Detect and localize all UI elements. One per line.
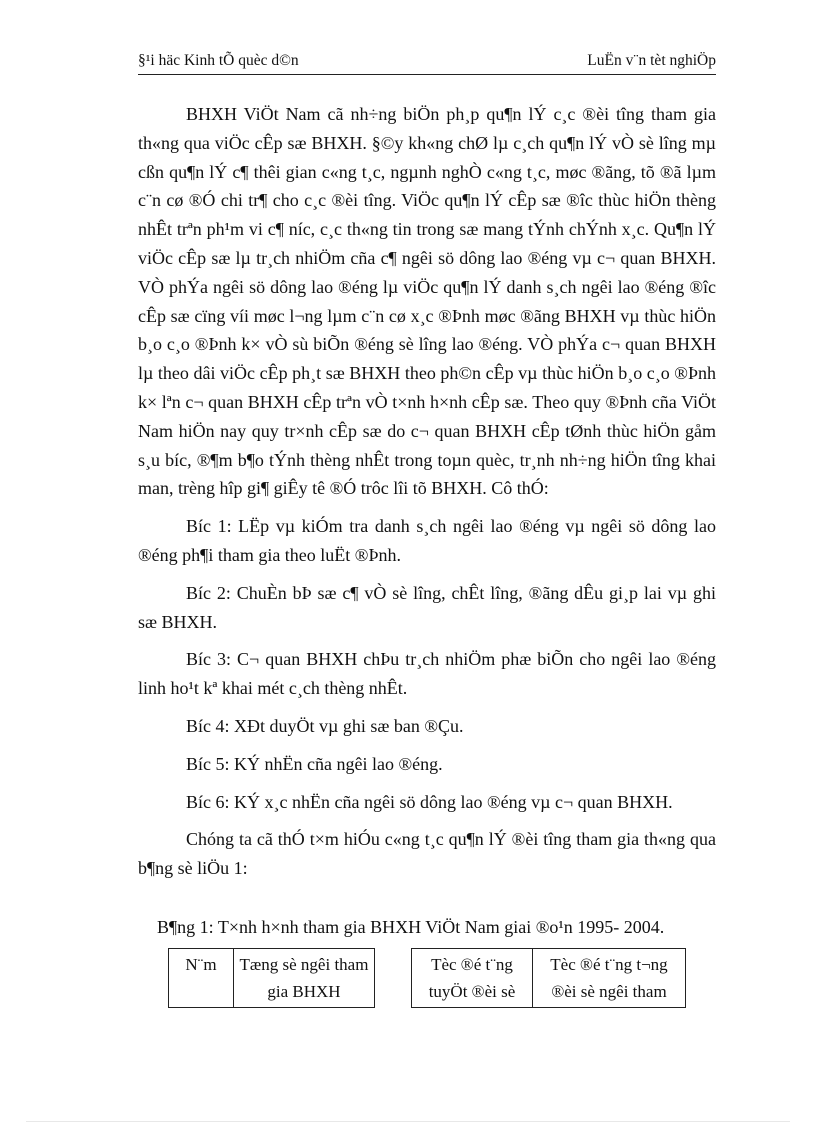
header-thesis-label: LuËn v¨n tèt nghiÖp	[587, 52, 716, 69]
stats-table	[168, 948, 686, 1008]
closing-paragraph: Chóng ta cã thÓ t×m hiÓu c«ng t¸c qu¶n lÝ ®èi tîng tham gia th«ng qua b¶ng sè liÖu 1:	[138, 829, 716, 879]
step-5: Bíc 5: KÝ nhËn cña ngêi lao ®éng.	[186, 753, 443, 774]
step-3: Bíc 3: C¬ quan BHXH chÞu tr¸ch nhiÖm phæ biÕn cho ngêi lao ®éng linh ho¹t kª khai mét c¸ch thèng nhÊt.	[138, 649, 716, 699]
body-text	[138, 100, 716, 892]
step-6: Bíc 6: KÝ x¸c nhËn cña ngêi sö dông lao ®éng vµ c¬ quan BHXH.	[186, 791, 673, 812]
table-caption: B¶ng 1: T×nh h×nh tham gia BHXH ViÖt Nam giai ®o¹n 1995- 2004.	[157, 917, 665, 937]
header-institution: §¹i häc Kinh tÕ quèc d©n	[138, 52, 299, 69]
intro-paragraph: BHXH ViÖt Nam cã nh÷ng biÖn ph¸p qu¶n lÝ c¸c ®èi tîng tham gia th«ng qua viÖc cÊp sæ BHXH. §©y kh«ng chØ lµ c¸ch qu¶n lÝ vÒ sè lîng mµ cßn qu¶n lÝ c¶ thêi gian c«ng t¸c, ngµnh nghÒ c«ng t¸c, møc ®ãng, tõ ®ã lµm c¨n cø ®Ó chi tr¶ cho c¸c ®èi tîng. ViÖc qu¶n lÝ cÊp sæ ®îc thùc hiÖn thèng nhÊt trªn ph¹m vi c¶ níc, c¸c th«ng tin trong sæ mang tÝnh chÝnh x¸c. Qu¶n lÝ viÖc cÊp sæ lµ tr¸ch nhiÖm cña c¶ ngêi sö dông lao ®éng vµ c¬ quan BHXH. VÒ phÝa ngêi sö dông lao ®éng lµ viÖc qu¶n lÝ danh s¸ch ngêi lao ®éng ®îc cÊp sæ cïng víi møc l¬ng lµm c¨n cø x¸c ®Þnh møc ®ãng BHXH vµ thùc hiÖn b¸o c¸o ®Þnh k× vÒ sù biÕn ®éng sè lîng lao ®éng. VÒ phÝa c¬ quan BHXH lµ theo dâi viÖc cÊp ph¸t sæ BHXH theo ph©n cÊp vµ thùc hiÖn b¸o c¸o ®Þnh k× lªn c¬ quan BHXH cÊp trªn vÒ t×nh h×nh cÊp sæ. Theo quy ®Þnh cña ViÖt Nam hiÖn nay quy tr×nh cÊp sæ do c¬ quan BHXH cÊp tØnh thùc hiÖn gåm s¸u bíc, ®¶m b¶o tÝnh thèng nhÊt trong toµn quèc, tr¸nh nh÷ng hiÖn tîng khai man, trèng hîp gi¶ giÊy tê ®Ó trôc lîi tõ BHXH. Cô thÓ:	[138, 104, 716, 499]
header-total-participants: Tæng sè ngêi tham gia BHXH	[234, 949, 375, 1008]
header-year: N¨m	[169, 949, 234, 1008]
column-gap	[375, 949, 412, 1008]
step-4: Bíc 4: XÐt duyÖt vµ ghi sæ ban ®Çu.	[186, 715, 464, 736]
header-relative-growth: Tèc ®é t¨ng t¬ng ®èi sè ngêi tham	[533, 949, 686, 1008]
header-absolute-growth: Tèc ®é t¨ng tuyÖt ®èi sè	[412, 949, 533, 1008]
table-header-row	[169, 949, 686, 1008]
page-header	[138, 50, 716, 75]
step-2: Bíc 2: ChuÈn bÞ sæ c¶ vÒ sè lîng, chÊt lîng, ®ãng dÊu gi¸p lai vµ ghi sæ BHXH.	[138, 582, 716, 632]
step-1: Bíc 1: LËp vµ kiÓm tra danh s¸ch ngêi lao ®éng vµ ngêi sö dông lao ®éng ph¶i tham gia theo luËt ®Þnh.	[138, 516, 716, 565]
page-bottom-edge	[26, 1121, 790, 1122]
